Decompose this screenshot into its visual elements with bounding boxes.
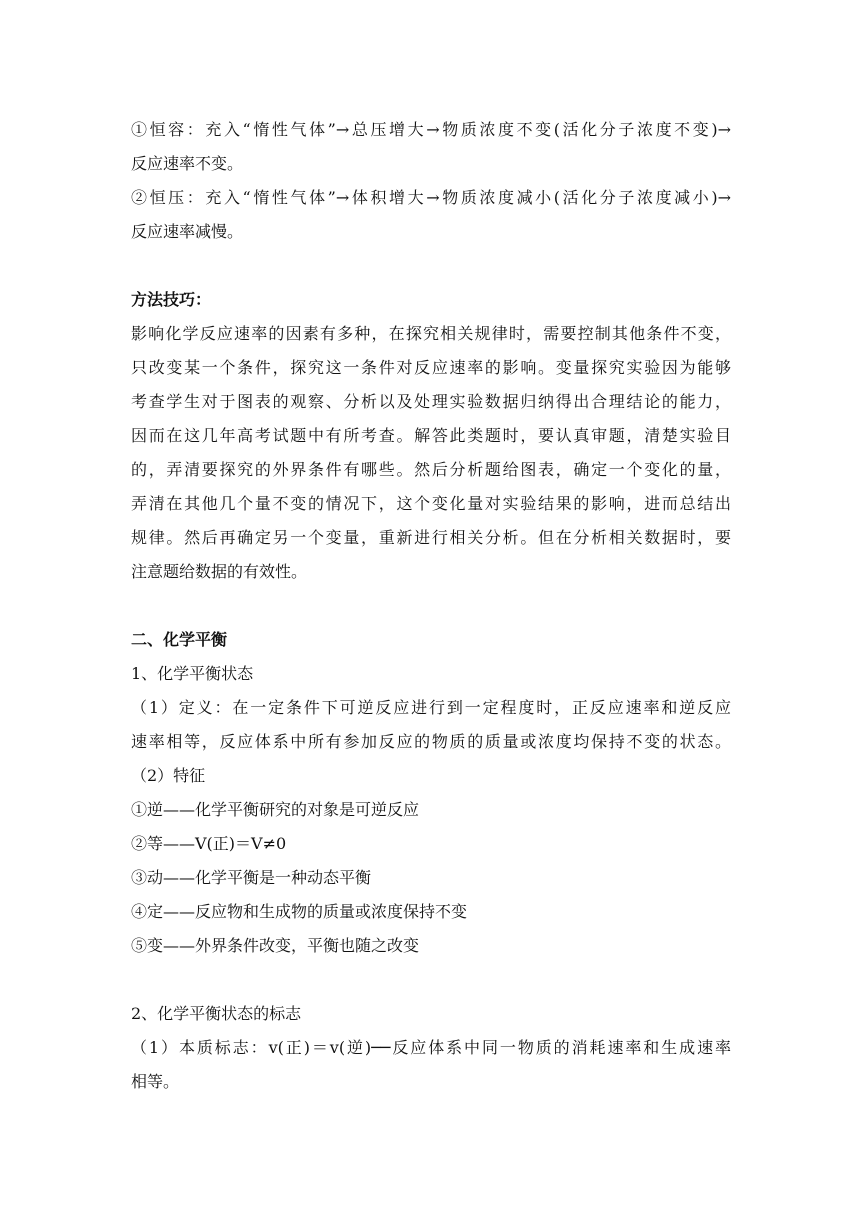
method-tips-line: 弄清在其他几个量不变的情况下，这个变化量对实验结果的影响，进而总结出 [131, 494, 731, 513]
document-body [131, 113, 731, 1099]
feature-item: ①逆——化学平衡研究的对象是可逆反应 [131, 800, 420, 819]
method-tips-heading: 方法技巧： [131, 290, 212, 309]
method-tips-line: 因而在这几年高考试题中有所考查。解答此类题时，要认真审题，清楚实验目 [131, 426, 731, 445]
definition-line2: 速率相等，反应体系中所有参加反应的物质的质量或浓度均保持不变的状态。 [131, 732, 731, 751]
spacer [131, 589, 731, 623]
method-tips-line: 只改变某一个条件，探究这一条件对反应速率的影响。变量探究实验因为能够 [131, 358, 731, 377]
inert-gas-constant-pressure-line1: ②恒压：充入“惰性气体”→体积增大→物质浓度减小(活化分子浓度减小)→ [131, 188, 731, 207]
spacer [131, 249, 731, 283]
section-heading-chemical-equilibrium: 二、化学平衡 [131, 630, 228, 649]
inert-gas-constant-volume-line2: 反应速率不变。 [131, 154, 244, 173]
method-tips-line: 考查学生对于图表的观察、分析以及处理实验数据归纳得出合理结论的能力， [131, 392, 731, 411]
subsection-heading-equilibrium-state: 1、化学平衡状态 [131, 664, 254, 683]
spacer [131, 963, 731, 997]
feature-item: ②等——V(正)＝V≠0 [131, 834, 287, 853]
definition-line1: （1）定义：在一定条件下可逆反应进行到一定程度时，正反应速率和逆反应 [131, 698, 731, 717]
inert-gas-constant-volume-line1: ①恒容：充入“惰性气体”→总压增大→物质浓度不变(活化分子浓度不变)→ [131, 120, 731, 139]
method-tips-line: 注意题给数据的有效性。 [131, 562, 308, 581]
method-tips-line: 规律。然后再确定另一个变量，重新进行相关分析。但在分析相关数据时，要 [131, 528, 731, 547]
method-tips-line: 的，弄清要探究的外界条件有哪些。然后分析题给图表，确定一个变化的量， [131, 460, 731, 479]
inert-gas-constant-pressure-line2: 反应速率减慢。 [131, 222, 244, 241]
feature-item: ④定——反应物和生成物的质量或浓度保持不变 [131, 902, 468, 921]
essential-marker-line2: 相等。 [131, 1072, 180, 1091]
subsection-heading-equilibrium-markers: 2、化学平衡状态的标志 [131, 1004, 302, 1023]
method-tips-line: 影响化学反应速率的因素有多种，在探究相关规律时，需要控制其他条件不变， [131, 324, 731, 343]
feature-item: ⑤变——外界条件改变，平衡也随之改变 [131, 936, 420, 955]
essential-marker-line1: （1）本质标志：v(正)＝v(逆)──反应体系中同一物质的消耗速率和生成速率 [131, 1038, 731, 1057]
features-heading: （2）特征 [131, 766, 206, 785]
feature-item: ③动——化学平衡是一种动态平衡 [131, 868, 372, 887]
